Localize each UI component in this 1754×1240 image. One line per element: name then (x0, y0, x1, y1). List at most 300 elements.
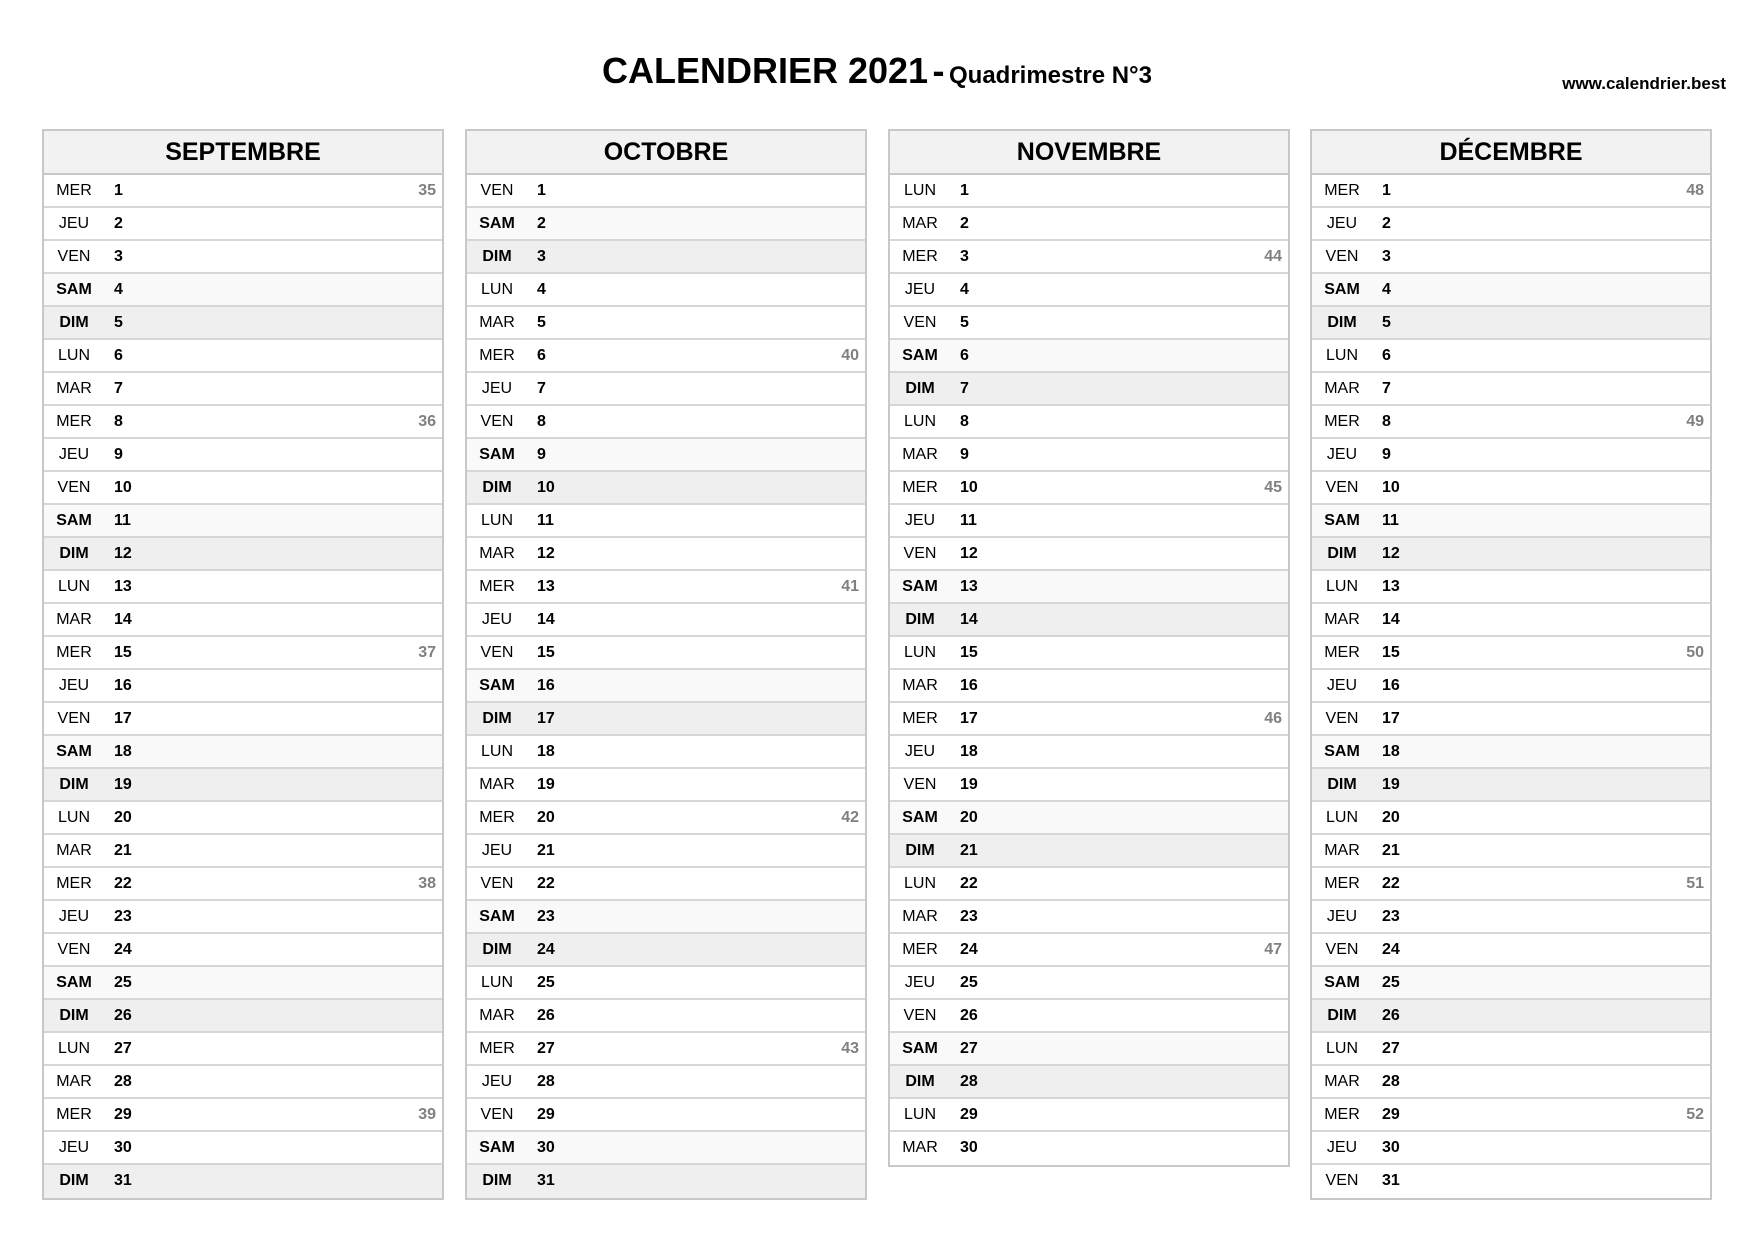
day-number: 27 (1382, 1040, 1400, 1057)
day-name: SAM (479, 677, 515, 694)
day-row (44, 472, 442, 505)
day-number: 23 (960, 908, 978, 925)
day-row (890, 1000, 1288, 1033)
day-name: MAR (902, 908, 938, 925)
day-row (467, 439, 865, 472)
day-number: 29 (114, 1106, 132, 1123)
day-name: MAR (479, 545, 515, 562)
day-number: 21 (114, 842, 132, 859)
day-row (1312, 604, 1710, 637)
day-name: JEU (481, 380, 513, 397)
day-number: 25 (114, 974, 132, 991)
day-row (1312, 670, 1710, 703)
day-name: LUN (1325, 347, 1358, 364)
day-number: 20 (114, 809, 132, 826)
day-number: 29 (1382, 1106, 1400, 1123)
day-name: VEN (480, 644, 514, 661)
day-row (44, 208, 442, 241)
day-number: 11 (537, 512, 554, 529)
day-name: DIM (59, 1007, 89, 1024)
day-row (1312, 736, 1710, 769)
day-row (890, 934, 1288, 967)
day-number: 10 (114, 479, 132, 496)
day-number: 29 (960, 1106, 978, 1123)
day-row (467, 175, 865, 208)
day-name: VEN (1325, 479, 1359, 496)
day-name: DIM (482, 941, 512, 958)
day-name: DIM (1327, 776, 1357, 793)
day-row (44, 1000, 442, 1033)
day-row (1312, 1099, 1710, 1132)
day-row (1312, 241, 1710, 274)
day-name: LUN (903, 182, 936, 199)
day-number: 30 (1382, 1139, 1400, 1156)
day-number: 18 (537, 743, 555, 760)
day-number: 11 (114, 512, 131, 529)
day-name: DIM (482, 479, 512, 496)
day-name: LUN (903, 1106, 936, 1123)
day-name: VEN (903, 545, 937, 562)
day-row (44, 736, 442, 769)
day-row (1312, 406, 1710, 439)
day-name: MAR (56, 611, 92, 628)
day-number: 20 (1382, 809, 1400, 826)
day-number: 22 (960, 875, 978, 892)
day-name: SAM (56, 974, 92, 991)
day-name: LUN (480, 974, 513, 991)
day-name: MER (479, 1040, 515, 1057)
day-number: 13 (537, 578, 555, 595)
day-row (44, 967, 442, 1000)
day-name: LUN (1325, 578, 1358, 595)
day-row (44, 571, 442, 604)
day-number: 8 (114, 413, 123, 430)
day-name: LUN (57, 1040, 90, 1057)
week-number: 50 (1686, 644, 1704, 661)
day-name: MER (902, 248, 938, 265)
day-name: VEN (480, 413, 514, 430)
day-number: 21 (960, 842, 978, 859)
day-row (890, 241, 1288, 274)
day-name: MER (479, 578, 515, 595)
day-number: 6 (114, 347, 123, 364)
day-name: SAM (56, 281, 92, 298)
day-number: 25 (960, 974, 978, 991)
day-name: LUN (903, 644, 936, 661)
day-row (1312, 901, 1710, 934)
day-number: 5 (114, 314, 123, 331)
week-number: 46 (1264, 710, 1282, 727)
day-row (467, 340, 865, 373)
day-row (44, 934, 442, 967)
day-row (890, 604, 1288, 637)
day-number: 16 (960, 677, 978, 694)
day-name: MAR (56, 380, 92, 397)
day-number: 27 (537, 1040, 555, 1057)
day-number: 31 (1382, 1172, 1400, 1189)
day-number: 24 (960, 941, 978, 958)
day-name: JEU (481, 1073, 513, 1090)
day-number: 18 (960, 743, 978, 760)
day-name: MER (56, 644, 92, 661)
day-name: MER (56, 1106, 92, 1123)
day-number: 10 (1382, 479, 1400, 496)
day-number: 24 (114, 941, 132, 958)
week-number: 38 (418, 875, 436, 892)
day-row (890, 307, 1288, 340)
day-number: 11 (1382, 512, 1399, 529)
day-number: 30 (114, 1139, 132, 1156)
day-name: JEU (58, 677, 90, 694)
day-name: VEN (1325, 941, 1359, 958)
day-number: 16 (114, 677, 132, 694)
day-row (1312, 1033, 1710, 1066)
day-row (44, 175, 442, 208)
title-separator: - (932, 50, 945, 91)
day-row (467, 1165, 865, 1198)
day-row (1312, 1000, 1710, 1033)
day-number: 2 (960, 215, 969, 232)
day-number: 15 (537, 644, 555, 661)
day-row (890, 373, 1288, 406)
day-number: 21 (1382, 842, 1400, 859)
day-number: 19 (537, 776, 555, 793)
day-name: MER (479, 809, 515, 826)
day-number: 1 (1382, 182, 1391, 199)
day-name: VEN (903, 776, 937, 793)
day-number: 22 (537, 875, 555, 892)
day-row (1312, 439, 1710, 472)
day-row (890, 340, 1288, 373)
day-name: DIM (905, 380, 935, 397)
day-row (467, 505, 865, 538)
day-number: 7 (537, 380, 546, 397)
day-number: 2 (537, 215, 546, 232)
day-number: 4 (537, 281, 546, 298)
day-row (1312, 307, 1710, 340)
day-row (1312, 1132, 1710, 1165)
day-row (890, 637, 1288, 670)
day-name: SAM (56, 743, 92, 760)
day-name: LUN (480, 281, 513, 298)
day-row (467, 670, 865, 703)
day-name: DIM (1327, 1007, 1357, 1024)
day-name: SAM (902, 809, 938, 826)
month-december (1310, 129, 1712, 1200)
day-row (467, 868, 865, 901)
day-name: MAR (902, 677, 938, 694)
day-number: 10 (537, 479, 555, 496)
day-row (890, 406, 1288, 439)
day-number: 26 (1382, 1007, 1400, 1024)
day-name: MAR (902, 215, 938, 232)
day-name: LUN (1325, 1040, 1358, 1057)
day-number: 30 (960, 1139, 978, 1156)
day-name: MAR (1324, 611, 1360, 628)
day-row (467, 736, 865, 769)
day-row (467, 769, 865, 802)
day-name: JEU (1326, 215, 1358, 232)
day-row (44, 505, 442, 538)
day-name: MAR (56, 1073, 92, 1090)
day-number: 27 (960, 1040, 978, 1057)
day-name: JEU (904, 512, 936, 529)
day-row (1312, 274, 1710, 307)
day-row (1312, 571, 1710, 604)
day-name: DIM (59, 776, 89, 793)
day-name: JEU (58, 1139, 90, 1156)
day-row (467, 1132, 865, 1165)
day-row (890, 472, 1288, 505)
day-number: 29 (537, 1106, 555, 1123)
day-number: 26 (537, 1007, 555, 1024)
day-name: LUN (903, 413, 936, 430)
week-number: 42 (841, 809, 859, 826)
day-number: 9 (114, 446, 123, 463)
day-row (44, 703, 442, 736)
day-row (1312, 835, 1710, 868)
week-number: 43 (841, 1040, 859, 1057)
day-row (890, 901, 1288, 934)
day-number: 21 (537, 842, 555, 859)
day-name: DIM (905, 611, 935, 628)
day-name: SAM (479, 908, 515, 925)
day-number: 23 (1382, 908, 1400, 925)
day-name: SAM (902, 1040, 938, 1057)
week-number: 37 (418, 644, 436, 661)
day-number: 13 (1382, 578, 1400, 595)
day-row (890, 505, 1288, 538)
week-number: 49 (1686, 413, 1704, 430)
day-number: 30 (537, 1139, 555, 1156)
day-number: 15 (960, 644, 978, 661)
day-row (44, 406, 442, 439)
day-name: LUN (480, 512, 513, 529)
day-row (1312, 868, 1710, 901)
day-row (44, 802, 442, 835)
day-row (467, 241, 865, 274)
day-number: 28 (1382, 1073, 1400, 1090)
day-number: 13 (960, 578, 978, 595)
day-row (890, 571, 1288, 604)
week-number: 48 (1686, 182, 1704, 199)
day-name: MER (56, 182, 92, 199)
day-number: 3 (537, 248, 546, 265)
day-name: MER (1324, 182, 1360, 199)
day-number: 14 (1382, 611, 1400, 628)
day-number: 7 (114, 380, 123, 397)
day-name: JEU (58, 908, 90, 925)
day-row (890, 538, 1288, 571)
day-number: 28 (114, 1073, 132, 1090)
day-name: MAR (1324, 1073, 1360, 1090)
day-name: DIM (1327, 314, 1357, 331)
day-name: VEN (57, 248, 91, 265)
day-name: MER (479, 347, 515, 364)
week-number: 52 (1686, 1106, 1704, 1123)
day-name: VEN (57, 710, 91, 727)
day-number: 2 (1382, 215, 1391, 232)
day-number: 23 (114, 908, 132, 925)
day-row (890, 703, 1288, 736)
day-row (44, 637, 442, 670)
day-row (467, 472, 865, 505)
day-row (44, 373, 442, 406)
day-name: VEN (1325, 248, 1359, 265)
day-number: 5 (1382, 314, 1391, 331)
day-number: 17 (537, 710, 555, 727)
day-name: MAR (902, 1139, 938, 1156)
day-name: VEN (1325, 710, 1359, 727)
day-row (1312, 505, 1710, 538)
day-number: 6 (1382, 347, 1391, 364)
day-number: 24 (1382, 941, 1400, 958)
day-name: SAM (902, 578, 938, 595)
day-row (44, 538, 442, 571)
day-row (44, 241, 442, 274)
day-row (1312, 208, 1710, 241)
day-name: DIM (1327, 545, 1357, 562)
day-number: 28 (537, 1073, 555, 1090)
day-row (1312, 175, 1710, 208)
week-number: 35 (418, 182, 436, 199)
day-name: SAM (56, 512, 92, 529)
day-name: MER (902, 479, 938, 496)
day-name: VEN (480, 875, 514, 892)
day-number: 13 (114, 578, 132, 595)
day-number: 4 (1382, 281, 1391, 298)
day-row (44, 1066, 442, 1099)
day-row (890, 439, 1288, 472)
day-number: 17 (960, 710, 978, 727)
day-name: MAR (479, 776, 515, 793)
day-row (467, 571, 865, 604)
day-number: 3 (960, 248, 969, 265)
day-name: MAR (902, 446, 938, 463)
day-name: VEN (480, 1106, 514, 1123)
day-number: 5 (960, 314, 969, 331)
day-name: JEU (1326, 1139, 1358, 1156)
day-row (890, 736, 1288, 769)
day-row (44, 901, 442, 934)
day-row (467, 373, 865, 406)
day-name: MAR (1324, 380, 1360, 397)
day-number: 16 (537, 677, 555, 694)
day-number: 10 (960, 479, 978, 496)
day-row (890, 1099, 1288, 1132)
day-number: 22 (114, 875, 132, 892)
day-name: VEN (57, 479, 91, 496)
day-row (44, 1165, 442, 1198)
day-row (1312, 637, 1710, 670)
month-october (465, 129, 867, 1200)
day-row (890, 274, 1288, 307)
title-subtitle: Quadrimestre N°3 (948, 62, 1152, 89)
month-header: NOVEMBRE (890, 131, 1288, 175)
day-name: JEU (58, 446, 90, 463)
day-name: MAR (479, 314, 515, 331)
day-name: SAM (1324, 974, 1360, 991)
day-row (467, 802, 865, 835)
day-name: SAM (479, 446, 515, 463)
day-row (890, 802, 1288, 835)
day-row (467, 307, 865, 340)
day-row (1312, 934, 1710, 967)
day-number: 2 (114, 215, 123, 232)
day-number: 24 (537, 941, 555, 958)
month-header: DÉCEMBRE (1312, 131, 1710, 175)
day-number: 18 (114, 743, 132, 760)
day-name: LUN (480, 743, 513, 760)
day-number: 7 (1382, 380, 1391, 397)
day-row (1312, 340, 1710, 373)
day-number: 6 (960, 347, 969, 364)
day-name: MER (1324, 875, 1360, 892)
day-number: 6 (537, 347, 546, 364)
day-row (467, 406, 865, 439)
day-number: 25 (1382, 974, 1400, 991)
day-number: 1 (537, 182, 546, 199)
day-row (890, 967, 1288, 1000)
day-row (467, 934, 865, 967)
day-number: 26 (114, 1007, 132, 1024)
day-row (890, 769, 1288, 802)
week-number: 47 (1264, 941, 1282, 958)
week-number: 39 (418, 1106, 436, 1123)
day-number: 19 (960, 776, 978, 793)
day-row (1312, 967, 1710, 1000)
month-header: SEPTEMBRE (44, 131, 442, 175)
day-row (1312, 1165, 1710, 1198)
day-name: MAR (1324, 842, 1360, 859)
day-row (44, 604, 442, 637)
day-name: VEN (903, 314, 937, 331)
day-number: 12 (114, 545, 132, 562)
day-number: 9 (1382, 446, 1391, 463)
day-name: LUN (57, 809, 90, 826)
day-name: MER (902, 710, 938, 727)
day-number: 28 (960, 1073, 978, 1090)
day-row (44, 1099, 442, 1132)
day-row (890, 670, 1288, 703)
day-number: 26 (960, 1007, 978, 1024)
day-row (44, 307, 442, 340)
day-name: LUN (57, 578, 90, 595)
day-name: DIM (59, 545, 89, 562)
day-name: JEU (1326, 908, 1358, 925)
day-name: MER (56, 413, 92, 430)
month-november (888, 129, 1290, 1167)
day-row (44, 868, 442, 901)
day-number: 31 (114, 1172, 132, 1189)
day-name: VEN (480, 182, 514, 199)
day-name: JEU (1326, 677, 1358, 694)
day-name: LUN (1325, 809, 1358, 826)
day-name: DIM (59, 314, 89, 331)
week-number: 40 (841, 347, 859, 364)
day-row (890, 208, 1288, 241)
day-row (467, 274, 865, 307)
day-number: 25 (537, 974, 555, 991)
day-number: 17 (1382, 710, 1400, 727)
day-number: 14 (537, 611, 555, 628)
day-name: MER (1324, 1106, 1360, 1123)
day-name: JEU (904, 974, 936, 991)
day-number: 9 (960, 446, 969, 463)
day-name: MER (902, 941, 938, 958)
day-name: DIM (905, 1073, 935, 1090)
day-name: LUN (903, 875, 936, 892)
